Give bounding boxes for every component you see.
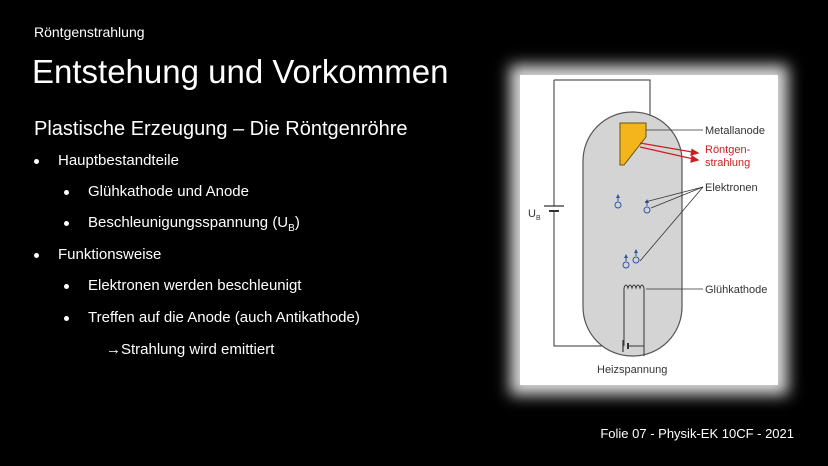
bullet-text: Treffen auf die Anode (auch Antikathode) [88,309,360,326]
xray-tube-figure [520,75,778,385]
bullet-sub [88,277,301,294]
xray-label-line1: Röntgen- [705,144,751,156]
bullet-dot [64,190,69,195]
bullet-text: Hauptbestandteile [58,152,179,169]
cathode-label: Glühkathode [705,284,768,296]
bullet-dot [64,316,69,321]
bullet-sub [88,309,360,326]
bullet-dot [34,253,39,258]
bullet-main [58,246,161,263]
bullet-text-end: ) [294,214,300,231]
slide-title: Entstehung und Vorkommen [32,53,449,90]
section-label: Röntgenstrahlung [34,24,145,40]
electrons-label: Elektronen [705,182,758,194]
bullet-text: Glühkathode und Anode [88,183,249,200]
bullet-text: Beschleunigungsspannung (U [88,214,289,231]
heating-voltage-label: Heizspannung [597,364,668,376]
bullet-dot [34,159,39,164]
xray-label-line2: strahlung [705,157,751,169]
bullet-text: Elektronen werden beschleunigt [88,277,302,294]
bullet-sub [88,214,300,234]
anode-label: Metallanode [705,125,765,137]
bullet-subscript: B [288,223,295,234]
voltage-label: $U_B$ [528,208,541,222]
slide-subtitle: Plastische Erzeugung – Die Röntgenröhre [34,118,408,140]
bullet-dot [64,221,69,226]
bullet-text: →Strahlung wird emittiert [106,341,275,358]
bullet-result [106,341,274,358]
bullet-text: Funktionsweise [58,246,162,263]
bullet-main [58,152,179,169]
slide-footer: Folie 07 - Physik-EK 10CF - 2021 [600,426,794,441]
bullet-sub [88,183,249,200]
bullet-dot [64,284,69,289]
xray-tube-diagram [520,75,778,385]
